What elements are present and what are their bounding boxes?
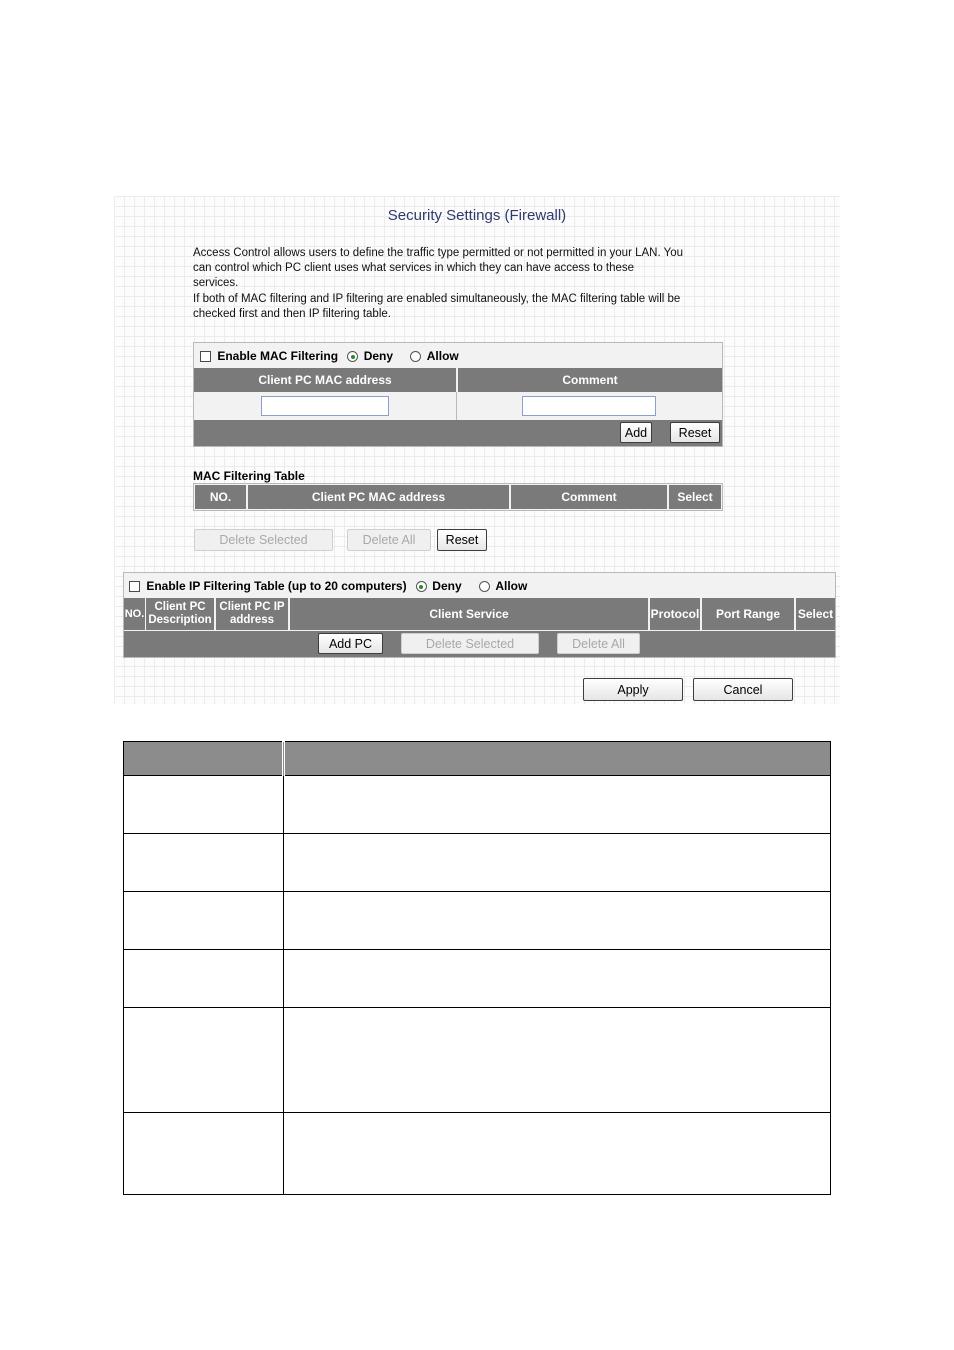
ip-col-select: Select <box>796 598 835 630</box>
cancel-button[interactable]: Cancel <box>693 678 793 701</box>
enable-mac-filtering-checkbox[interactable] <box>200 351 211 362</box>
parameter-cell <box>124 776 284 834</box>
ip-deny-label: Deny <box>432 579 462 593</box>
comment-input[interactable] <box>522 396 656 416</box>
ip-col-no: NO. <box>124 598 145 630</box>
table-row <box>124 1113 831 1195</box>
table-row <box>124 776 831 834</box>
mac-address-column-header: Client PC MAC address <box>194 368 456 392</box>
mac-allow-radio[interactable] <box>410 351 421 362</box>
description-cell <box>284 950 831 1008</box>
ip-deny-radio[interactable] <box>416 581 427 592</box>
ip-col-description: Client PC Description <box>146 598 214 630</box>
page-title: Security Settings (Firewall) <box>387 207 567 224</box>
parameter-cell <box>124 892 284 950</box>
mac-deny-radio[interactable] <box>347 351 358 362</box>
enable-ip-filtering-checkbox[interactable] <box>129 581 140 592</box>
mac-delete-all-button[interactable]: Delete All <box>347 529 431 551</box>
ip-delete-selected-button[interactable]: Delete Selected <box>401 633 539 654</box>
enable-mac-filtering-label: Enable MAC Filtering <box>217 349 339 363</box>
description-cell <box>284 1008 831 1113</box>
security-settings-screenshot <box>114 196 840 704</box>
description-text: Access Control allows users to define the traffic type permitted or not permitted in your LAN. You can control which PC client uses what services in which they can have access to these services. If both of MAC filtering and IP filtering are enabled simultaneously, the MAC filtering table will be checked first and then IP filtering table. <box>193 247 684 320</box>
ip-col-protocol: Protocol <box>650 598 700 630</box>
mac-delete-selected-button[interactable]: Delete Selected <box>194 529 333 551</box>
mac-table-col-no: NO. <box>195 485 246 509</box>
parameter-table <box>123 741 831 1195</box>
parameter-cell <box>124 1113 284 1195</box>
mac-input-divider <box>456 392 457 420</box>
table-row <box>124 892 831 950</box>
mac-allow-label: Allow <box>426 349 459 363</box>
table-row <box>124 1008 831 1113</box>
mac-deny-label: Deny <box>363 349 394 363</box>
add-pc-button[interactable]: Add PC <box>318 633 383 654</box>
ip-col-ip-address: Client PC IP address <box>216 598 288 630</box>
mac-filtering-table-title: MAC Filtering Table <box>193 469 305 483</box>
description-cell <box>284 834 831 892</box>
parameter-cell <box>124 950 284 1008</box>
mac-address-input[interactable] <box>261 396 389 416</box>
ip-enable-row <box>129 579 527 593</box>
ip-col-client-service: Client Service <box>290 598 648 630</box>
reset-mac-button[interactable]: Reset <box>670 422 720 443</box>
description-cell <box>284 1113 831 1195</box>
mac-table-reset-button[interactable]: Reset <box>437 529 487 551</box>
table-row <box>124 950 831 1008</box>
ip-delete-all-button[interactable]: Delete All <box>557 633 640 654</box>
mac-table-col-comment: Comment <box>511 485 667 509</box>
parameter-header-cell <box>124 742 284 776</box>
description-header-cell <box>284 742 831 776</box>
table-row <box>124 834 831 892</box>
add-button[interactable]: Add <box>620 422 652 443</box>
mac-table-col-select: Select <box>669 485 721 509</box>
ip-col-port-range: Port Range <box>702 598 794 630</box>
parameter-cell <box>124 834 284 892</box>
mac-enable-row <box>200 349 459 363</box>
apply-button[interactable]: Apply <box>583 678 683 701</box>
parameter-table-header <box>124 742 831 776</box>
enable-ip-filtering-label: Enable IP Filtering Table (up to 20 computers) <box>146 579 407 593</box>
ip-allow-label: Allow <box>495 579 528 593</box>
description-cell <box>284 776 831 834</box>
comment-column-header: Comment <box>458 368 722 392</box>
mac-table-col-mac: Client PC MAC address <box>248 485 509 509</box>
ip-allow-radio[interactable] <box>479 581 490 592</box>
description-cell <box>284 892 831 950</box>
parameter-cell <box>124 1008 284 1113</box>
